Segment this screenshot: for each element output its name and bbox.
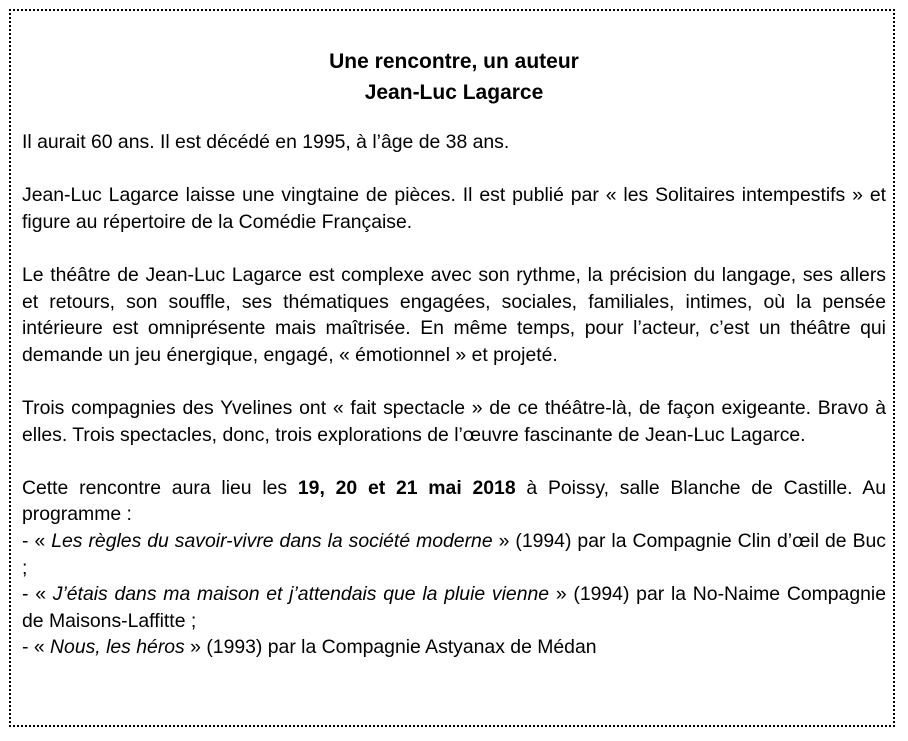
event-dates: 19, 20 et 21 mai 2018 <box>297 476 516 499</box>
paragraph-theatre: Le théâtre de Jean-Luc Lagarce est complexe avec son rythme, la précision du langage, ses allers et retours, son souffle, ses thématiques engagées, sociales, familiales, intimes, où la pensée intérieure est omniprésente mais maîtrisée. En même temps, pour l’acteur, c’est un théâtre qui demande un jeu énergique, engagé, « émotionnel » et projeté. <box>22 263 886 366</box>
program-item-suffix: » (1994) par la Compagnie Clin d’œil de Buc ; <box>22 529 886 579</box>
program-item-prefix: - « <box>22 529 52 552</box>
program-item <box>22 581 886 634</box>
program-item-suffix: » (1993) par la Compagnie Astyanax de Médan <box>184 636 597 659</box>
program-item <box>22 528 886 581</box>
paragraph-companies: Trois compagnies des Yvelines ont « fait spectacle » de ce théâtre-là, de façon exigeante. Bravo à elles. Trois spectacles, donc, trois explorations de l’œuvre fascinante de Jean-Luc Lagarce. <box>22 396 886 446</box>
program-item-prefix: - « <box>22 583 53 606</box>
program-item-title: J’étais dans ma maison et j’attendais que la pluie vienne <box>52 583 550 606</box>
title-line-2: Jean-Luc Lagarce <box>364 81 544 104</box>
program-item-title: Les règles du savoir-vivre dans la société moderne <box>51 529 493 552</box>
paragraph-event <box>22 475 886 661</box>
event-intro <box>22 475 886 528</box>
program-item-suffix: » (1994) par la No-Naime Compagnie de Maisons-Laffitte ; <box>22 583 886 632</box>
document-body <box>22 46 886 661</box>
paragraph-age: Il aurait 60 ans. Il est décédé en 1995, à l’âge de 38 ans. <box>22 131 510 153</box>
title-line-1: Une rencontre, un auteur <box>329 50 579 73</box>
program-item <box>22 634 886 661</box>
program-item-prefix: - « <box>22 636 51 659</box>
paragraph-works: Jean-Luc Lagarce laisse une vingtaine de pièces. Il est publié par « les Solitaires intempestifs » et figure au répertoire de la Comédie Française. <box>22 184 886 233</box>
program-item-title: Nous, les héros <box>50 636 185 659</box>
event-intro-before: Cette rencontre aura lieu les <box>22 476 298 499</box>
event-intro-after: à Poissy, salle Blanche de Castille. Au programme : <box>22 476 886 526</box>
document-title <box>22 46 886 108</box>
